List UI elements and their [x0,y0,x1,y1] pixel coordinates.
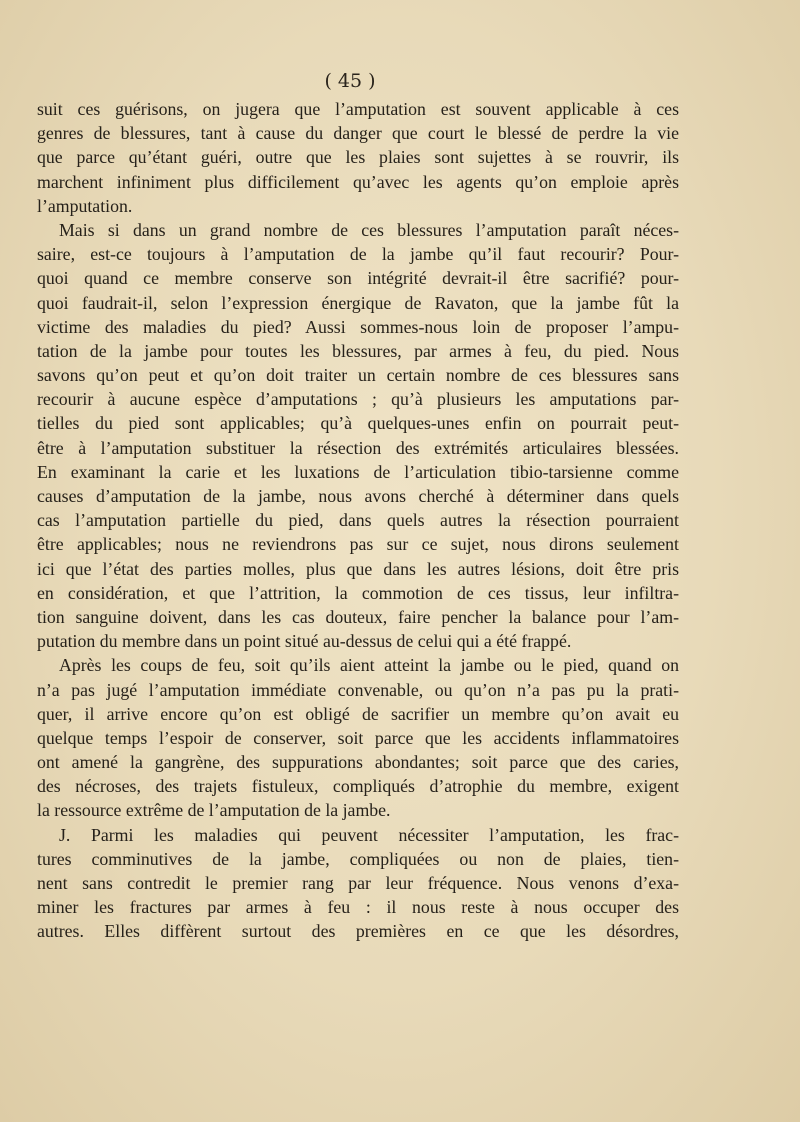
text-line: savons qu’on peut et qu’on doit traiter un certain nombre de ces blessures sans [37,365,679,386]
text-line: quoi faudrait-il, selon l’expression énergique de Ravaton, que la jambe fût la [37,292,679,313]
text-line: En examinant la carie et les luxations de l’articulation tibio-tarsienne comme [37,461,679,482]
text-line: ont amené la gangrène, des suppurations abondantes; soit parce que des caries, [37,752,679,773]
text-line: en considération, et que l’attrition, la commotion de ces tissus, leur infiltra- [37,582,679,603]
text-line: victime des maladies du pied? Aussi sommes-nous loin de proposer l’ampu- [37,316,679,337]
text-line: l’amputation. [37,195,133,216]
text-line: quelque temps l’espoir de conserver, soit parce que les accidents inflammatoires [37,727,679,748]
text-line: tures comminutives de la jambe, compliquées ou non de plaies, tien- [37,848,679,869]
text-line: tielles du pied sont applicables; qu’à quelques-unes enfin on pourrait peut- [37,413,679,434]
text-line: quer, il arrive encore qu’on est obligé de sacrifier un membre qu’on avait eu [37,703,679,724]
text-line: nent sans contredit le premier rang par leur fréquence. Nous venons d’exa- [37,873,679,893]
text-line: saire, est-ce toujours à l’amputation de la jambe qu’il faut recourir? Pour- [37,244,679,265]
text-line: être à l’amputation substituer la résection des extrémités articulaires blessées. [37,437,679,458]
text-line: quoi quand ce membre conserve son intégrité devrait-il être sacrifié? pour- [37,268,679,289]
text-line: miner les fractures par armes à feu : il nous reste à nous occuper des [37,897,679,918]
text-line: des nécroses, des trajets fistuleux, compliqués d’atrophie du membre, exigent [37,776,679,797]
text-line: Mais si dans un grand nombre de ces blessures l’amputation paraît néces- [59,219,679,240]
text-line: causes d’amputation de la jambe, nous avons cherché à déterminer dans quels [37,486,679,506]
text-line: être applicables; nous ne reviendrons pas sur ce sujet, nous dirons seulement [37,534,679,555]
text-line: marchent infiniment plus difficilement qu’avec les agents qu’on emploie après [37,171,679,192]
text-line: ici que l’état des parties molles, plus que dans les autres lésions, doit être pris [37,558,679,579]
text-line: que parce qu’étant guéri, outre que les plaies sont sujettes à se rouvrir, ils [37,147,679,168]
text-line: tion sanguine doivent, dans les cas douteux, faire pencher la balance pour l’am- [37,606,679,627]
text-line: autres. Elles diffèrent surtout des premières en ce que les désordres, [37,921,679,942]
text-line: suit ces guérisons, on jugera que l’amputation est souvent applicable à ces [37,99,679,119]
text-line: cas l’amputation partielle du pied, dans quels autres la résection pourraient [37,510,679,531]
text-line: la ressource extrême de l’amputation de la jambe. [37,800,391,821]
text-line: putation du membre dans un point situé au-dessus de celui qui a été frappé. [37,631,572,652]
page-number: ( 45 ) [324,70,376,92]
text-line: n’a pas jugé l’amputation immédiate convenable, ou qu’on n’a pas pu la prati- [37,679,679,700]
text-line: recourir à aucune espèce d’amputations ; qu’à plusieurs les amputations par- [37,389,679,410]
text-line: J. Parmi les maladies qui peuvent nécessiter l’amputation, les frac- [59,824,679,845]
text-line: Après les coups de feu, soit qu’ils aient atteint la jambe ou le pied, quand on [59,655,679,676]
text-line: tation de la jambe pour toutes les blessures, par armes à feu, du pied. Nous [37,340,679,361]
text-line: genres de blessures, tant à cause du danger que court le blessé de perdre la vie [37,123,679,144]
body-text [37,97,679,944]
